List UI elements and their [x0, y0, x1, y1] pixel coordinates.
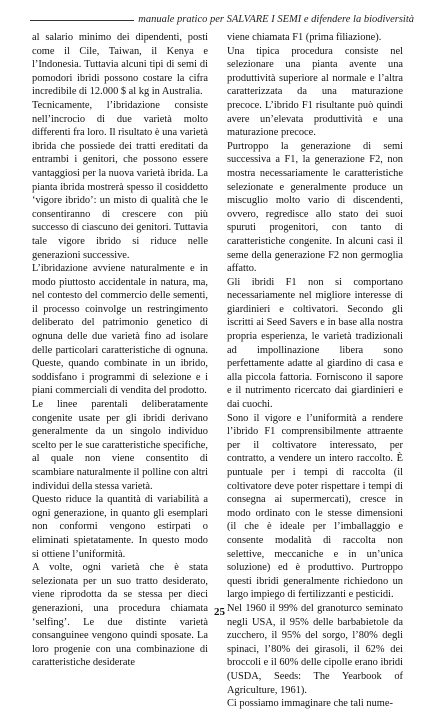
paragraph: al salario minimo dei dipendenti, posti come il Cile, Taiwan, il Kenya e l’Indonesia. Tuttavia alcuni tipi di semi di pomodori ibridi possono costare la cifra incredibile di 12.000 $ al kg in Australia. — [32, 32, 208, 98]
header-rule — [30, 20, 134, 21]
left-column — [32, 31, 208, 670]
paragraph: Questo riduce la quantità di variabilità a ogni generazione, in quanto gli esemplari non conformi vengono estirpati o eliminati spietatamente. In questo modo si ottiene l’uniformità. — [32, 494, 208, 560]
paragraph: Sono il vigore e l’uniformità a rendere l’ibrido F1 comprensibilmente attraente per il coltivatore interessato, per contratto, a vendere un intero raccolto. È puntuale per i tempi di raccolta (il coltivatore deve poter rispettare i tempi di consegna ai supermercati), cresce in modo ordinato con le stesse dimensioni (il che è ideale per l’imballaggio e consente modalità di raccolta non selettive, meccaniche e in un’unica soluzione) ed è produttivo. Purtroppo questi ibridi generalmente richiedono un largo impiego di fertilizzanti e pesticidi. — [227, 412, 403, 601]
header-title: manuale pratico per SALVARE I SEMI e difendere la biodiversità — [138, 14, 414, 25]
paragraph: Tecnicamente, l’ibridazione consiste nell’incrocio di due varietà molto differenti fra loro. Il risultato è una varietà ibrida che possiede dei tratti ereditati da entrambi i genitori, che possono essere vantaggiosi per la nuova varietà ibrida. La pianta ibrida mostrerà spesso il cosiddetto ‘vigore ibrido’: un misto di qualità che le consentiranno di crescere con più successo di ciascuno dei genitori. Tuttavia tale vigore ibrido si riduce nelle generazioni successive. — [32, 99, 208, 261]
paragraph: Ci possiamo immaginare che tali nume- — [227, 698, 393, 710]
paragraph: A volte, ogni varietà che è stata selezionata per un suo tratto desiderato, viene riprodotta da se stessa per dieci generazioni, una procedura chiamata ‘selfing’. Le due distinte varietà consanguinee vengono quindi sposate. La loro progenie con una combinazione di caratteristiche desiderate — [32, 562, 208, 669]
paragraph: L’ibridazione avviene naturalmente e in modo piuttosto accidentale in natura, ma, nel contesto del commercio delle sementi, il processo coinvolge un restringimento deliberato del patrimonio genetico di ognuna delle due varietà fino ad isolare delle particolari caratteristiche di ognuna. Queste, quando combinate in un ibrido, soddisfano i programmi di selezione e i piani commerciali di vendita del prodotto. — [32, 263, 208, 397]
running-header — [30, 5, 414, 25]
page-number: 25 — [214, 606, 225, 618]
paragraph: Gli ibridi F1 non si comportano necessariamente nel migliore interesse di giardinieri e coltivatori. Secondo gli iscritti ai Seed Savers e in base alla nostra propria esperienza, le varietà tradizionali ad impollinazione libera sono perfettamente adatte al giardino di casa e alla piccola fattoria. Forniscono il sapore e il nutrimento ricercato dai giardinieri e dai cuochi. — [227, 276, 403, 411]
paragraph: viene chiamata F1 (prima filiazione). — [227, 32, 382, 43]
paragraph: Le linee parentali deliberatamente congenite usate per gli ibridi derivano generalmente da un singolo individuo scelto per le sue caratteristiche specifiche, al quale non viene consentito di scambiare naturalmente il polline con altri individui della stessa varietà. — [32, 399, 208, 492]
paragraph: Nel 1960 il 99% del granoturco seminato negli USA, il 95% delle barbabietole da zucchero, il 95% del sorgo, l’80% degli spinaci, l’80% dei girasoli, il 62% dei broccoli e il 60% delle cipolle erano ibridi (USDA, Seeds: The Yearbook of Agriculture, 1961). — [227, 602, 403, 696]
paragraph: Purtroppo la generazione di semi successiva a F1, la generazione F2, non mostra necessariamente le caratteristiche selezionate e generalmente produce un miscuglio molto vario di discendenti, ovvero, regredisce allo stato dei suoi spuruti progenitori, con tanto di caratteristiche congenite. In alcuni casi il seme della generazione F2 non germoglia affatto. — [227, 140, 403, 275]
paragraph: Una tipica procedura consiste nel selezionare una pianta avente una produttività superiore al normale e l’altra caratterizzata da una maturazione precoce. L’ibrido F1 risultante può quindi avere un’elevata produttività e una maturazione precoce. — [227, 45, 403, 139]
